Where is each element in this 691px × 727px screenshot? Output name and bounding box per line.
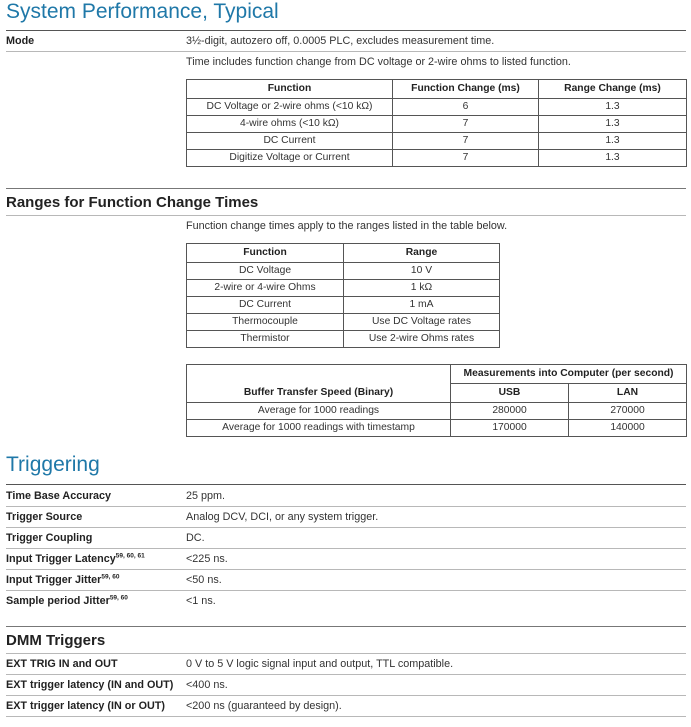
spec-value: 0 V to 5 V logic signal input and output, TTL compatible.: [186, 658, 454, 670]
row-divider: [6, 695, 686, 696]
table-cell: 4-wire ohms (<10 kΩ): [187, 116, 393, 133]
row-divider: [6, 527, 686, 528]
mode-value: 3½-digit, autozero off, 0.0005 PLC, excludes measurement time.: [186, 35, 495, 47]
table-row: [187, 99, 687, 116]
table-row: [187, 133, 687, 150]
footnote-ref: 59, 60, 61: [115, 552, 145, 560]
spec-value: 25 ppm.: [186, 490, 226, 502]
table-header-row: [187, 80, 687, 99]
row-divider: [6, 716, 686, 717]
table-cell: Use 2-wire Ohms rates: [344, 331, 500, 348]
table-cell: 1.3: [539, 116, 687, 133]
table-cell: Use DC Voltage rates: [344, 314, 500, 331]
function-change-table: [186, 79, 687, 167]
row-divider: [6, 590, 686, 591]
spec-label-trigger-source: [6, 511, 82, 523]
table-row: [187, 116, 687, 133]
spec-value: <200 ns (guaranteed by design).: [186, 700, 342, 712]
table-header: LAN: [569, 384, 687, 403]
table-cell: 7: [393, 150, 539, 167]
ranges-table: [186, 243, 500, 348]
ranges-note: Function change times apply to the ranges listed in the table below.: [186, 220, 508, 232]
spec-value: <50 ns.: [186, 574, 222, 586]
table-cell: 10 V: [344, 263, 500, 280]
table-cell: Average for 1000 readings: [187, 403, 451, 420]
section-rule: [6, 188, 686, 189]
buffer-transfer-table: [186, 364, 687, 437]
table-header: USB: [451, 384, 569, 403]
table-cell: DC Current: [187, 297, 344, 314]
table-row: [187, 280, 500, 297]
section-rule: [6, 653, 686, 654]
table-cell: 1.3: [539, 99, 687, 116]
table-row: [187, 331, 500, 348]
row-divider: [6, 51, 686, 52]
section-title-triggering: Triggering: [6, 453, 100, 476]
table-row: [187, 314, 500, 331]
table-cell: 270000: [569, 403, 687, 420]
spec-label-ext-trigger-latency-or: EXT trigger latency (IN or OUT): [6, 700, 165, 712]
spec-label-time-base-accuracy: [6, 490, 111, 502]
spec-label-text: Time Base Accuracy: [6, 490, 112, 502]
spec-value: <1 ns.: [186, 595, 216, 607]
spec-label-sample-period-jitter: [6, 595, 128, 607]
perf-note: Time includes function change from DC voltage or 2-wire ohms to listed function.: [186, 56, 571, 68]
table-cell: 7: [393, 116, 539, 133]
spec-label-text: Trigger Coupling: [6, 532, 93, 544]
table-row: [187, 297, 500, 314]
table-row: [187, 150, 687, 167]
table-header: Function: [187, 244, 344, 263]
table-header: Function Change (ms): [393, 80, 539, 99]
spec-label-text: Trigger Source: [6, 511, 83, 523]
table-header-row: [187, 365, 687, 384]
table-group-header: Measurements into Computer (per second): [451, 365, 687, 384]
table-cell: 140000: [569, 420, 687, 437]
row-divider: [6, 548, 686, 549]
table-cell: Average for 1000 readings with timestamp: [187, 420, 451, 437]
table-cell: DC Current: [187, 133, 393, 150]
spec-value: DC.: [186, 532, 205, 544]
section-title-ranges: Ranges for Function Change Times: [6, 194, 259, 211]
footnote-ref: 59, 60: [101, 573, 120, 581]
section-rule: [6, 30, 686, 31]
spec-label-text: Input Trigger Jitter: [6, 574, 102, 586]
table-header: Buffer Transfer Speed (Binary): [187, 365, 451, 403]
section-rule: [6, 484, 686, 485]
table-row: [187, 420, 687, 437]
row-divider: [6, 506, 686, 507]
spec-label-input-trigger-jitter: [6, 574, 119, 586]
spec-value: Analog DCV, DCI, or any system trigger.: [186, 511, 379, 523]
section-rule: [6, 626, 686, 627]
table-row: [187, 263, 500, 280]
table-cell: 6: [393, 99, 539, 116]
section-title-system-performance: System Performance, Typical: [6, 0, 279, 23]
spec-value: <225 ns.: [186, 553, 228, 565]
spec-label-trigger-coupling: [6, 532, 92, 544]
table-header: Range: [344, 244, 500, 263]
table-cell: DC Voltage or 2-wire ohms (<10 kΩ): [187, 99, 393, 116]
spec-label-text: Input Trigger Latency: [6, 553, 116, 565]
table-header-row: [187, 244, 500, 263]
table-cell: 2-wire or 4-wire Ohms: [187, 280, 344, 297]
table-header: Range Change (ms): [539, 80, 687, 99]
spec-label-text: Sample period Jitter: [6, 595, 110, 607]
table-header: Function: [187, 80, 393, 99]
table-cell: 7: [393, 133, 539, 150]
table-cell: 1 mA: [344, 297, 500, 314]
table-cell: 1 kΩ: [344, 280, 500, 297]
table-cell: Digitize Voltage or Current: [187, 150, 393, 167]
table-cell: 1.3: [539, 150, 687, 167]
spec-label-ext-trig-in-out: EXT TRIG IN and OUT: [6, 658, 118, 670]
spec-label-input-trigger-latency: [6, 553, 145, 565]
table-cell: 1.3: [539, 133, 687, 150]
row-divider: [6, 674, 686, 675]
section-title-dmm-triggers: DMM Triggers: [6, 632, 106, 649]
row-divider: [6, 569, 686, 570]
table-row: [187, 403, 687, 420]
table-cell: 280000: [451, 403, 569, 420]
table-cell: Thermistor: [187, 331, 344, 348]
section-rule: [6, 215, 686, 216]
table-cell: 170000: [451, 420, 569, 437]
spec-value: <400 ns.: [186, 679, 228, 691]
mode-label: Mode: [6, 35, 35, 47]
spec-label-ext-trigger-latency-and: EXT trigger latency (IN and OUT): [6, 679, 174, 691]
footnote-ref: 59, 60: [109, 594, 128, 602]
table-cell: DC Voltage: [187, 263, 344, 280]
table-cell: Thermocouple: [187, 314, 344, 331]
